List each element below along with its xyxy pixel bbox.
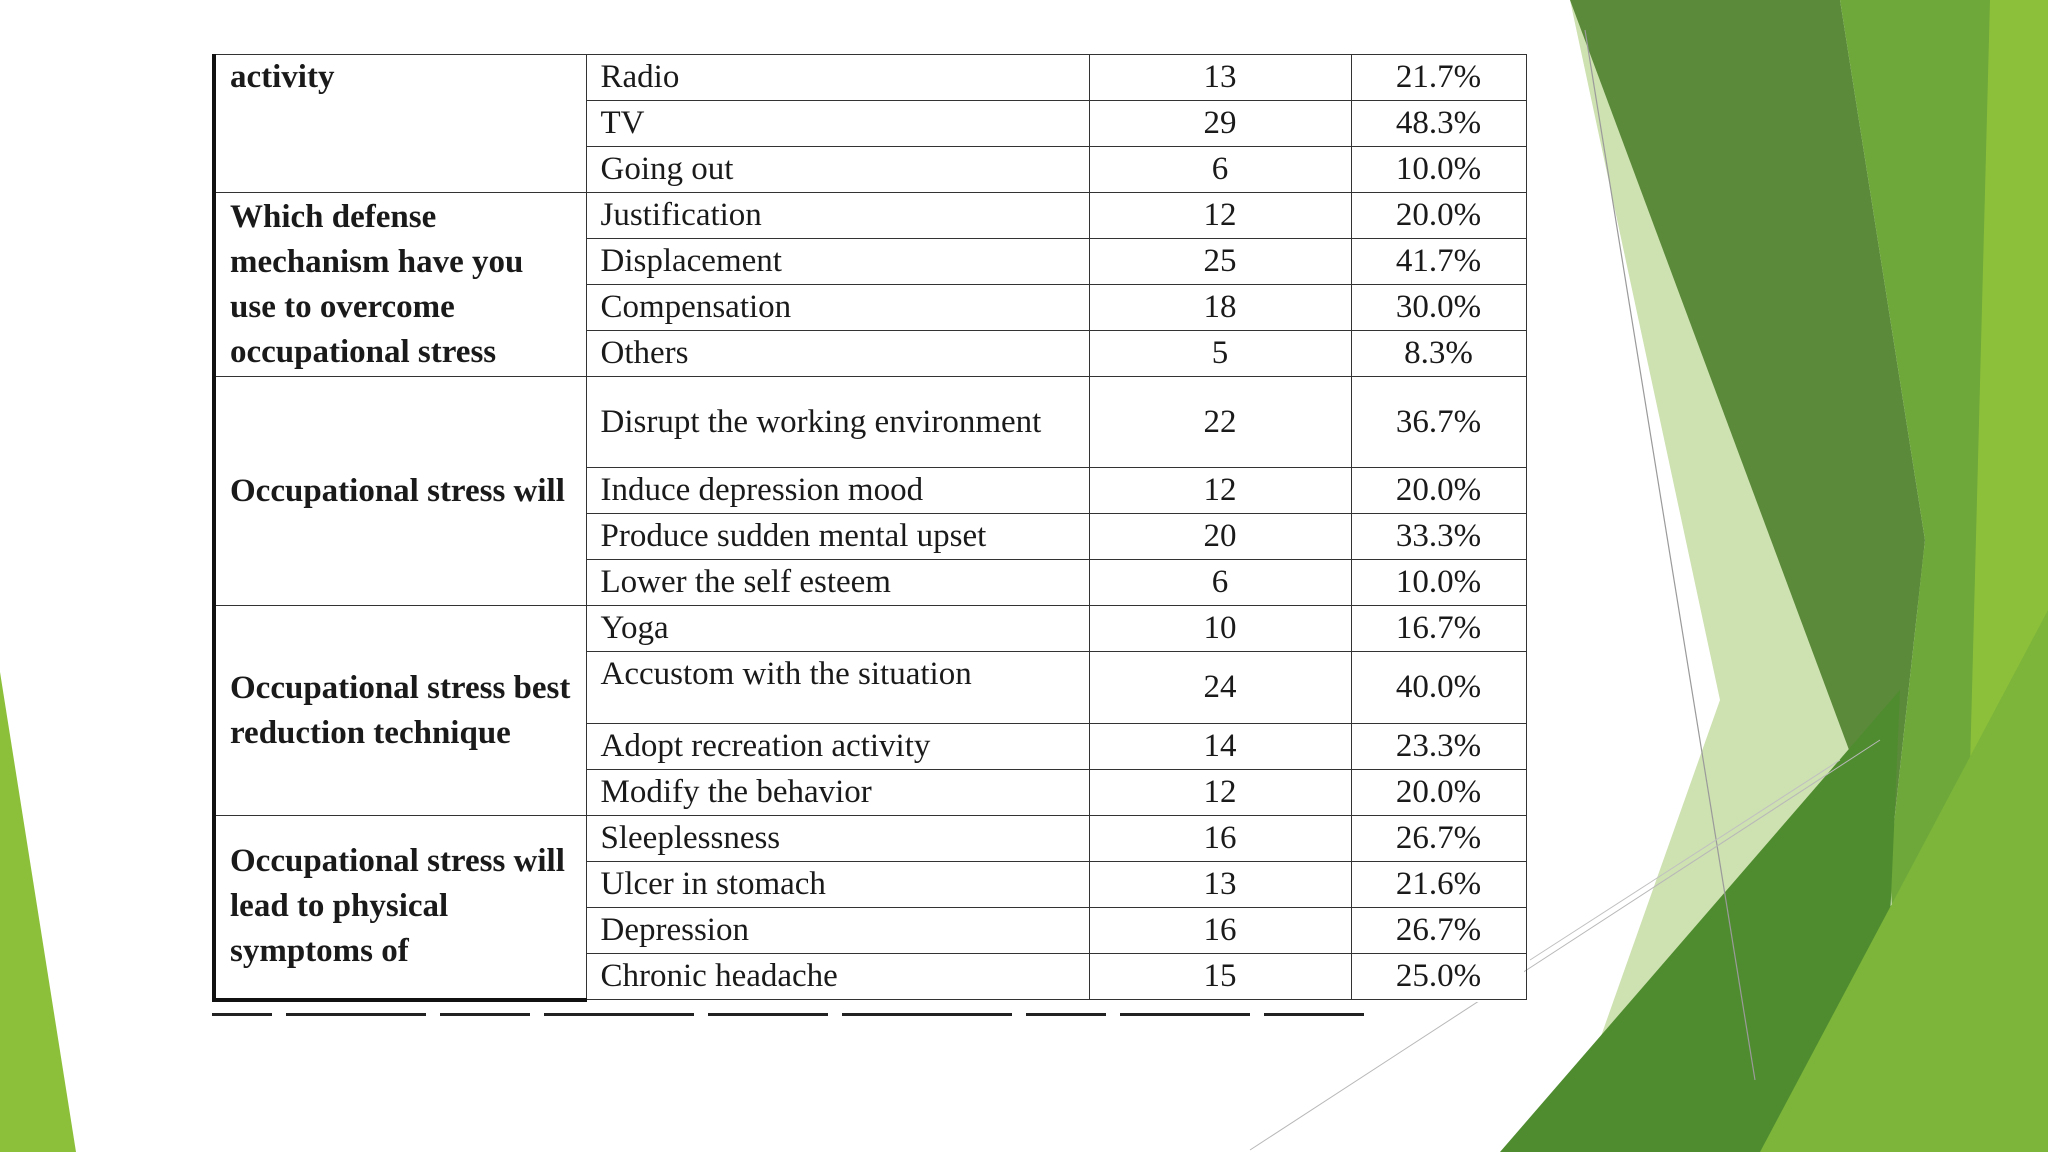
table-row: [214, 606, 1526, 652]
table-row: [214, 193, 1526, 239]
percent-cell: 30.0%: [1351, 285, 1526, 331]
percent-cell: 40.0%: [1351, 652, 1526, 724]
percent-cell: 8.3%: [1351, 331, 1526, 377]
survey-results-table: [212, 54, 1527, 1002]
count-cell: 25: [1089, 239, 1351, 285]
percent-cell: 20.0%: [1351, 468, 1526, 514]
question-cell: Occupational stress will: [214, 377, 586, 606]
question-cell: activity: [214, 55, 586, 193]
percent-cell: 16.7%: [1351, 606, 1526, 652]
response-cell: Others: [586, 331, 1089, 377]
response-cell: Adopt recreation activity: [586, 724, 1089, 770]
response-cell: Radio: [586, 55, 1089, 101]
response-cell: Depression: [586, 908, 1089, 954]
response-cell: Lower the self esteem: [586, 560, 1089, 606]
percent-cell: 36.7%: [1351, 377, 1526, 468]
response-cell: Compensation: [586, 285, 1089, 331]
survey-table-container: [212, 54, 1524, 1002]
count-cell: 13: [1089, 55, 1351, 101]
response-cell: Sleeplessness: [586, 816, 1089, 862]
percent-cell: 33.3%: [1351, 514, 1526, 560]
response-cell: Ulcer in stomach: [586, 862, 1089, 908]
percent-cell: 20.0%: [1351, 770, 1526, 816]
question-cell: Occupational stress best reduction technique: [214, 606, 586, 816]
table-row: [214, 816, 1526, 862]
count-cell: 10: [1089, 606, 1351, 652]
table-row: [214, 55, 1526, 101]
percent-cell: 10.0%: [1351, 147, 1526, 193]
percent-cell: 23.3%: [1351, 724, 1526, 770]
count-cell: 29: [1089, 101, 1351, 147]
count-cell: 20: [1089, 514, 1351, 560]
percent-cell: 26.7%: [1351, 908, 1526, 954]
percent-cell: 10.0%: [1351, 560, 1526, 606]
percent-cell: 21.7%: [1351, 55, 1526, 101]
response-cell: Disrupt the working environment: [586, 377, 1089, 468]
percent-cell: 20.0%: [1351, 193, 1526, 239]
count-cell: 5: [1089, 331, 1351, 377]
response-cell: Accustom with the situation: [586, 652, 1089, 724]
response-cell: Induce depression mood: [586, 468, 1089, 514]
count-cell: 14: [1089, 724, 1351, 770]
table-row: [214, 377, 1526, 468]
question-cell: Occupational stress will lead to physical symptoms of: [214, 816, 586, 1000]
count-cell: 6: [1089, 560, 1351, 606]
response-cell: Yoga: [586, 606, 1089, 652]
count-cell: 15: [1089, 954, 1351, 1000]
response-cell: Produce sudden mental upset: [586, 514, 1089, 560]
response-cell: Justification: [586, 193, 1089, 239]
response-cell: Displacement: [586, 239, 1089, 285]
question-cell: Which defense mechanism have you use to overcome occupational stress: [214, 193, 586, 377]
percent-cell: 26.7%: [1351, 816, 1526, 862]
count-cell: 16: [1089, 908, 1351, 954]
count-cell: 24: [1089, 652, 1351, 724]
response-cell: Going out: [586, 147, 1089, 193]
count-cell: 12: [1089, 468, 1351, 514]
count-cell: 16: [1089, 816, 1351, 862]
count-cell: 12: [1089, 193, 1351, 239]
percent-cell: 48.3%: [1351, 101, 1526, 147]
percent-cell: 21.6%: [1351, 862, 1526, 908]
count-cell: 12: [1089, 770, 1351, 816]
count-cell: 18: [1089, 285, 1351, 331]
percent-cell: 25.0%: [1351, 954, 1526, 1000]
count-cell: 6: [1089, 147, 1351, 193]
count-cell: 22: [1089, 377, 1351, 468]
left-green-shape: [0, 672, 76, 1152]
cropped-text-line: [212, 1004, 1524, 1016]
percent-cell: 41.7%: [1351, 239, 1526, 285]
count-cell: 13: [1089, 862, 1351, 908]
response-cell: Modify the behavior: [586, 770, 1089, 816]
response-cell: TV: [586, 101, 1089, 147]
response-cell: Chronic headache: [586, 954, 1089, 1000]
